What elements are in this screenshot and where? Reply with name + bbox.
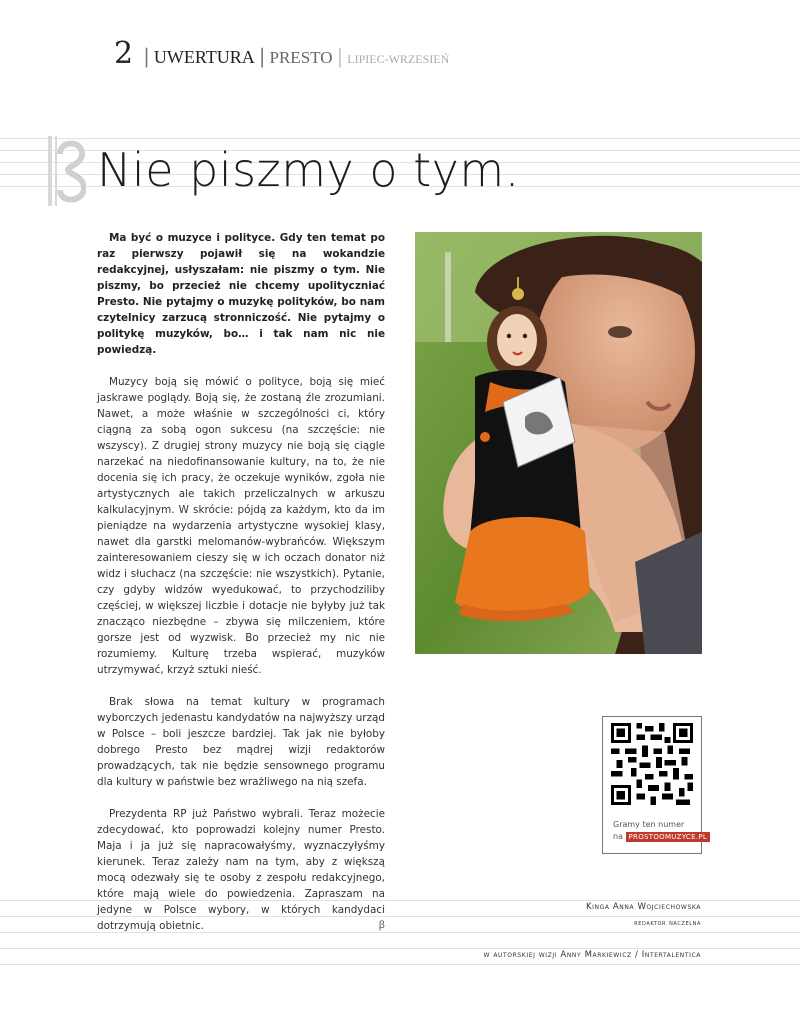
staff-line [0,916,800,917]
article-photo [415,232,702,654]
author-role: redaktor naczelna [634,918,701,927]
author-name: Kinga Anna Wojciechowska [585,902,701,912]
staff-line [0,964,800,965]
article-paragraph-text: Prezydenta RP już Państwo wybrali. Teraz możecie zdecydować, kto poprowadzi kolejny numer Presto. Maja i ja już się napracowałyśmy, wyznaczyłyśmy kierunek. Teraz zależy nam na tym, aby z większą mocą odezwały się te osoby z zespołu redakcyjnego, które mają wiele do powiedzenia. Zapraszam na jedyne w Polsce wybory, w których kandydaci dotrzymują obietnic. [97,808,385,932]
staff-line [0,900,800,901]
article-lead: Ma być o muzyce i polityce. Gdy ten temat po raz pierwszy pojawił się na wokandzie redakcyjnej, usłyszałam: nie piszmy o tym. Nie piszmy, bo przecież nie chcemy upolityczniać Presto. Nie pytajmy o muzykę polityków, bo nam czytelnicy zarzucą stronniczość. Nie pytajmy o politykę muzyków, bo… i tak nam nic nie powiedzą. [97,232,385,356]
qr-prefix: na [613,832,623,841]
qr-url-link[interactable]: PROSTOOMUZYCE.PL [626,832,711,842]
qr-code-box[interactable] [602,716,708,854]
qr-caption-block [613,819,710,843]
header-divider: | [258,44,266,68]
header-divider: | [143,44,150,68]
clef-icon [46,132,86,208]
page-number: 2 [114,36,134,71]
staff-line [0,948,800,949]
magazine-name: PRESTO [269,48,333,67]
article-title: Nie piszmy o tym. [97,143,520,197]
header-divider: | [336,44,344,68]
article-body [97,230,385,950]
section-name: UWERTURA [153,47,255,67]
end-mark: ꞵ [378,920,385,931]
article-paragraph: Muzycy boją się mówić o polityce, boją się mieć jaskrawe poglądy. Boją się, że zostaną źle zrozumiani. Nawet, a może właśnie w szczególności ci, który ciągną za sobą ogon sukcesu (na szczęście: nie wszyscy). Z drugiej strony muzycy nie boją się ciągle narzekać na niedofinansowanie kultury, na to, że nie docenia się ich pracy, że oczekuje wyników, zgoła nie artystycznych ale takich przeliczalnych w arkuszu kalkulacyjnym. W skrócie: pójdą za każdym, kto da im pieniądze na wydarzenia artystyczne wysokiej klasy, nawet dla garstki melomanów-wybrańców. Większym zainteresowaniem cieszy się w ich oczach donator niż widz i słuchacz (na szczęście: nie wszystkich). Pytanie, czy gdyby widzów wyedukować, to przychodziliby częściej, w większej liczbie i dotacje nie byłyby już tak znacząco niezbędne – zbywa się milczeniem, które gorsze jest od wyzwisk. Bo przecież my nic nie rozumiemy. Kulturę trzeba wspierać, muzyków utrzymywać, krzyż sztuki nieść. [97,376,385,676]
issue-label: LIPIEC-WRZESIEŃ [347,52,450,66]
credit-line: w autorskiej wizji Anny Markiewicz / Intertalentica [483,950,701,960]
article-paragraph: Brak słowa na temat kultury w programach wyborczych jedenastu kandydatów na najwyższy urząd w Polsce – boli jeszcze bardziej. Tak jak nie byłoby dobrego Presto bez mądrej wizji redaktorów prowadzących, tak nie będzie sensownego programu dla kultury w państwie bez wrażliwego na nią szefa. [97,696,385,788]
article-paragraph [97,806,385,934]
page-header [114,36,449,70]
qr-url-line [613,831,710,843]
staff-line [0,932,800,933]
qr-code-icon [611,723,693,805]
staff-line [0,138,800,139]
qr-caption: Gramy ten numer [613,820,685,829]
